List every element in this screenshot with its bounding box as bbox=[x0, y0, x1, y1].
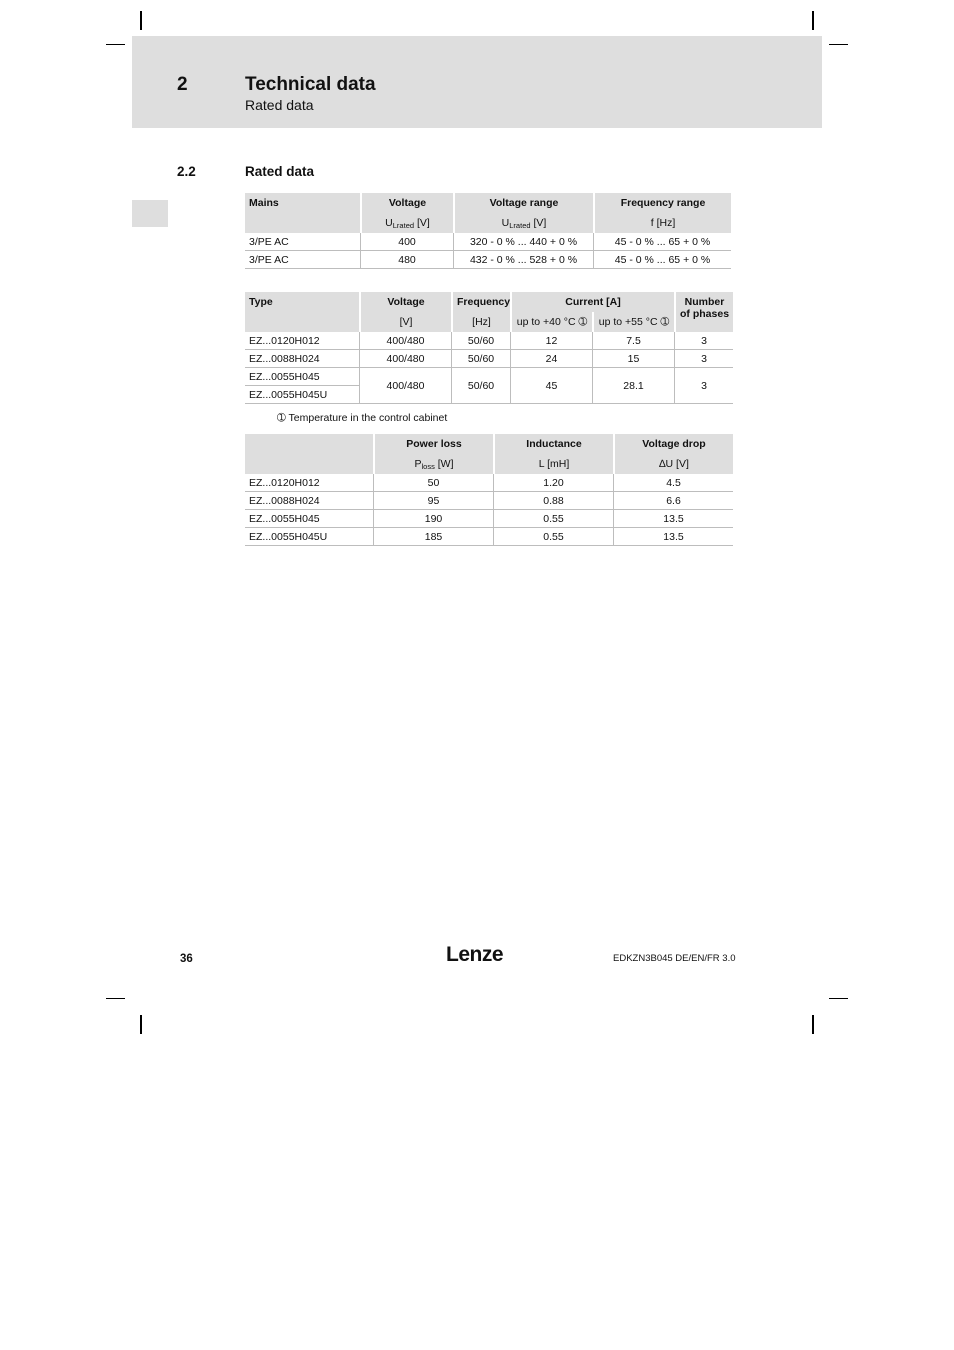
power-loss-unit: $P_{loss}$ [W] bbox=[373, 454, 493, 474]
chapter-number: 2 bbox=[177, 74, 188, 95]
type-cell: EZ...0088H024 bbox=[245, 350, 359, 368]
type-cell: EZ...0055H045U bbox=[245, 386, 359, 404]
voltage-drop-unit: ∆U [V] bbox=[613, 454, 733, 474]
frequency-cell: 50/60 bbox=[451, 368, 510, 404]
power-loss-cell: 50 bbox=[373, 474, 493, 492]
inductance-cell: 0.88 bbox=[493, 492, 613, 510]
voltage-cell: 400/480 bbox=[359, 350, 451, 368]
mains-table bbox=[245, 193, 731, 269]
chapter-title: Technical data bbox=[245, 74, 376, 95]
frequency-header: Frequency bbox=[451, 292, 510, 312]
phases-cell: 3 bbox=[674, 350, 733, 368]
table-row bbox=[245, 251, 731, 269]
voltage-cell: 400/480 bbox=[359, 368, 451, 404]
phases-header: Number of phases bbox=[674, 292, 733, 332]
frequency-range-header: Frequency range bbox=[593, 193, 731, 213]
frequency-range-cell: 45 - 0 % ... 65 + 0 % bbox=[593, 233, 731, 251]
type-table bbox=[245, 292, 733, 404]
frequency-unit: [Hz] bbox=[451, 312, 510, 332]
type-cell: EZ...0055H045 bbox=[245, 510, 373, 528]
crop-mark bbox=[106, 44, 125, 45]
voltage-unit: [V] bbox=[359, 312, 451, 332]
voltage-cell: 400/480 bbox=[359, 332, 451, 350]
lenze-logo: Lenze bbox=[446, 943, 504, 966]
voltage-drop-cell: 4.5 bbox=[613, 474, 733, 492]
voltage-drop-cell: 6.6 bbox=[613, 492, 733, 510]
voltage-range-cell: 432 - 0 % ... 528 + 0 % bbox=[453, 251, 593, 269]
phases-cell: 3 bbox=[674, 332, 733, 350]
frequency-cell: 50/60 bbox=[451, 350, 510, 368]
voltage-header: Voltage bbox=[360, 193, 453, 213]
table-row bbox=[245, 528, 733, 546]
current-40-header: up to +40 °C ➀ bbox=[510, 312, 592, 332]
current-40-cell: 24 bbox=[510, 350, 592, 368]
voltage-drop-cell: 13.5 bbox=[613, 528, 733, 546]
blank-header bbox=[245, 434, 373, 474]
current-55-header: up to +55 °C ➀ bbox=[592, 312, 674, 332]
inductance-cell: 1.20 bbox=[493, 474, 613, 492]
inductance-cell: 0.55 bbox=[493, 528, 613, 546]
crop-mark bbox=[140, 1015, 142, 1034]
document-reference: EDKZN3B045 DE/EN/FR 3.0 bbox=[613, 953, 736, 964]
inductance-header: Inductance bbox=[493, 434, 613, 454]
loss-table bbox=[245, 434, 733, 546]
voltage-header: Voltage bbox=[359, 292, 451, 312]
phases-cell: 3 bbox=[674, 368, 733, 404]
side-tab-marker bbox=[132, 200, 168, 227]
chapter-subtitle: Rated data bbox=[245, 97, 314, 113]
voltage-unit: $U_{Lrated}$ [V] bbox=[360, 213, 453, 233]
type-cell: EZ...0055H045U bbox=[245, 528, 373, 546]
section-title: Rated data bbox=[245, 164, 315, 179]
frequency-range-unit: f [Hz] bbox=[593, 213, 731, 233]
voltage-drop-cell: 13.5 bbox=[613, 510, 733, 528]
type-header: Type bbox=[245, 292, 359, 332]
table-row bbox=[245, 492, 733, 510]
voltage-range-cell: 320 - 0 % ... 440 + 0 % bbox=[453, 233, 593, 251]
current-40-cell: 12 bbox=[510, 332, 592, 350]
type-cell: EZ...0120H012 bbox=[245, 332, 359, 350]
current-header: Current [A] bbox=[510, 292, 674, 312]
inductance-unit: L [mH] bbox=[493, 454, 613, 474]
type-cell: EZ...0088H024 bbox=[245, 492, 373, 510]
chapter-header-band bbox=[132, 36, 822, 128]
current-55-cell: 7.5 bbox=[592, 332, 674, 350]
crop-mark bbox=[812, 1015, 814, 1034]
table-row bbox=[245, 474, 733, 492]
frequency-range-cell: 45 - 0 % ... 65 + 0 % bbox=[593, 251, 731, 269]
frequency-cell: 50/60 bbox=[451, 332, 510, 350]
power-loss-cell: 190 bbox=[373, 510, 493, 528]
footnote: ➀ Temperature in the control cabinet bbox=[277, 412, 448, 424]
power-loss-header: Power loss bbox=[373, 434, 493, 454]
table-row bbox=[245, 350, 733, 368]
current-55-cell: 15 bbox=[592, 350, 674, 368]
crop-mark bbox=[140, 11, 142, 30]
table-row bbox=[245, 368, 733, 386]
mains-cell: 3/PE AC bbox=[245, 233, 360, 251]
table-row bbox=[245, 233, 731, 251]
crop-mark bbox=[812, 11, 814, 30]
power-loss-cell: 95 bbox=[373, 492, 493, 510]
current-40-cell: 45 bbox=[510, 368, 592, 404]
table-row bbox=[245, 510, 733, 528]
power-loss-cell: 185 bbox=[373, 528, 493, 546]
inductance-cell: 0.55 bbox=[493, 510, 613, 528]
section-number: 2.2 bbox=[177, 164, 196, 179]
table-row bbox=[245, 332, 733, 350]
voltage-range-unit: $U_{Lrated}$ [V] bbox=[453, 213, 593, 233]
crop-mark bbox=[829, 44, 848, 45]
mains-header: Mains bbox=[245, 193, 360, 233]
page-number: 36 bbox=[180, 953, 193, 965]
mains-cell: 3/PE AC bbox=[245, 251, 360, 269]
type-cell: EZ...0120H012 bbox=[245, 474, 373, 492]
crop-mark bbox=[829, 998, 848, 999]
voltage-drop-header: Voltage drop bbox=[613, 434, 733, 454]
voltage-cell: 480 bbox=[360, 251, 453, 269]
voltage-range-header: Voltage range bbox=[453, 193, 593, 213]
current-55-cell: 28.1 bbox=[592, 368, 674, 404]
crop-mark bbox=[106, 998, 125, 999]
type-cell: EZ...0055H045 bbox=[245, 368, 359, 386]
voltage-cell: 400 bbox=[360, 233, 453, 251]
